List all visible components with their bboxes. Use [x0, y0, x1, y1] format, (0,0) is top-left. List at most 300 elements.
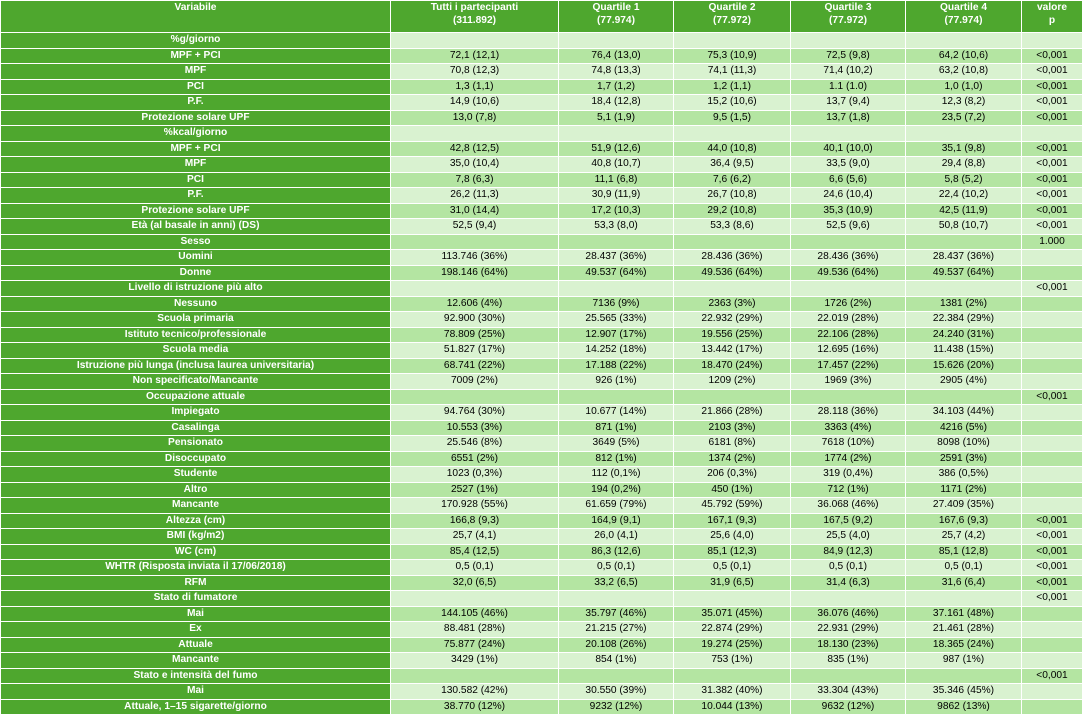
- value-cell: 74,1 (11,3): [674, 64, 791, 80]
- p-value-cell: [1022, 606, 1082, 622]
- value-cell: [391, 591, 559, 607]
- value-cell: [791, 281, 906, 297]
- value-cell: 33,5 (9,0): [791, 157, 906, 173]
- value-cell: [559, 281, 674, 297]
- table-body: [1, 33, 1082, 715]
- value-cell: 78.809 (25%): [391, 327, 559, 343]
- value-cell: 26,2 (11,3): [391, 188, 559, 204]
- value-cell: 52,5 (9,6): [791, 219, 906, 235]
- p-value-cell: <0,001: [1022, 529, 1082, 545]
- value-cell: 40,8 (10,7): [559, 157, 674, 173]
- value-cell: 1023 (0,3%): [391, 467, 559, 483]
- value-cell: 6551 (2%): [391, 451, 559, 467]
- value-cell: [559, 234, 674, 250]
- value-cell: 25,5 (4,0): [791, 529, 906, 545]
- row-label: Mancante: [1, 498, 391, 514]
- p-value-cell: <0,001: [1022, 560, 1082, 576]
- value-cell: 35,0 (10,4): [391, 157, 559, 173]
- table-row: [1, 110, 1082, 126]
- value-cell: 7009 (2%): [391, 374, 559, 390]
- row-label: Istruzione più lunga (inclusa laurea universitaria): [1, 358, 391, 374]
- value-cell: 36.068 (46%): [791, 498, 906, 514]
- value-cell: 10.677 (14%): [559, 405, 674, 421]
- table-row: [1, 327, 1082, 343]
- value-cell: [791, 234, 906, 250]
- value-cell: 1969 (3%): [791, 374, 906, 390]
- table-row: [1, 64, 1082, 80]
- value-cell: 31.382 (40%): [674, 684, 791, 700]
- table-row: [1, 157, 1082, 173]
- value-cell: 753 (1%): [674, 653, 791, 669]
- value-cell: 33.304 (43%): [791, 684, 906, 700]
- value-cell: 88.481 (28%): [391, 622, 559, 638]
- table-row: [1, 591, 1082, 607]
- value-cell: 5,1 (1,9): [559, 110, 674, 126]
- row-label: Attuale, 1–15 sigarette/giorno: [1, 699, 391, 715]
- value-cell: 2363 (3%): [674, 296, 791, 312]
- value-cell: 30.550 (39%): [559, 684, 674, 700]
- value-cell: 28.436 (36%): [791, 250, 906, 266]
- value-cell: 29,2 (10,8): [674, 203, 791, 219]
- p-value-cell: [1022, 126, 1082, 142]
- value-cell: 28.437 (36%): [559, 250, 674, 266]
- value-cell: 871 (1%): [559, 420, 674, 436]
- value-cell: 84,9 (12,3): [791, 544, 906, 560]
- value-cell: 63,2 (10,8): [906, 64, 1022, 80]
- row-label: Scuola primaria: [1, 312, 391, 328]
- value-cell: 9,5 (1,5): [674, 110, 791, 126]
- value-cell: 18.470 (24%): [674, 358, 791, 374]
- value-cell: 26,7 (10,8): [674, 188, 791, 204]
- row-label: Mancante: [1, 653, 391, 669]
- value-cell: 1,0 (1,0): [906, 79, 1022, 95]
- value-cell: 1,2 (1,1): [674, 79, 791, 95]
- value-cell: 64,2 (10,6): [906, 48, 1022, 64]
- value-cell: 49.536 (64%): [674, 265, 791, 281]
- table-row: [1, 126, 1082, 142]
- value-cell: 13.442 (17%): [674, 343, 791, 359]
- value-cell: 167,1 (9,3): [674, 513, 791, 529]
- p-value-cell: <0,001: [1022, 575, 1082, 591]
- p-value-cell: <0,001: [1022, 48, 1082, 64]
- table-row: [1, 668, 1082, 684]
- value-cell: 18,4 (12,8): [559, 95, 674, 111]
- table-row: [1, 544, 1082, 560]
- value-cell: 6,6 (5,6): [791, 172, 906, 188]
- value-cell: [391, 126, 559, 142]
- table-row: [1, 482, 1082, 498]
- p-value-cell: <0,001: [1022, 591, 1082, 607]
- value-cell: [791, 591, 906, 607]
- p-value-cell: [1022, 482, 1082, 498]
- p-value-cell: [1022, 312, 1082, 328]
- value-cell: 166,8 (9,3): [391, 513, 559, 529]
- row-label: Impiegato: [1, 405, 391, 421]
- value-cell: 13,7 (9,4): [791, 95, 906, 111]
- value-cell: 0,5 (0,1): [559, 560, 674, 576]
- value-cell: 85,4 (12,5): [391, 544, 559, 560]
- row-label: Attuale: [1, 637, 391, 653]
- p-value-cell: [1022, 653, 1082, 669]
- table-row: [1, 172, 1082, 188]
- value-cell: [391, 668, 559, 684]
- value-cell: 7,8 (6,3): [391, 172, 559, 188]
- table-row: [1, 529, 1082, 545]
- value-cell: 8098 (10%): [906, 436, 1022, 452]
- value-cell: 144.105 (46%): [391, 606, 559, 622]
- value-cell: 18.130 (23%): [791, 637, 906, 653]
- p-value-cell: [1022, 327, 1082, 343]
- table-row: [1, 203, 1082, 219]
- value-cell: 92.900 (30%): [391, 312, 559, 328]
- row-label: Occupazione attuale: [1, 389, 391, 405]
- table-row: [1, 575, 1082, 591]
- value-cell: 31,9 (6,5): [674, 575, 791, 591]
- value-cell: 22.932 (29%): [674, 312, 791, 328]
- value-cell: 37.161 (48%): [906, 606, 1022, 622]
- table-row: [1, 420, 1082, 436]
- value-cell: 26,0 (4,1): [559, 529, 674, 545]
- row-label: Scuola media: [1, 343, 391, 359]
- row-label: Altezza (cm): [1, 513, 391, 529]
- p-value-cell: <0,001: [1022, 203, 1082, 219]
- value-cell: 35,3 (10,9): [791, 203, 906, 219]
- row-label: Ex: [1, 622, 391, 638]
- value-cell: [674, 33, 791, 49]
- value-cell: 2591 (3%): [906, 451, 1022, 467]
- value-cell: [391, 33, 559, 49]
- table-row: [1, 33, 1082, 49]
- value-cell: 51.827 (17%): [391, 343, 559, 359]
- table-row: [1, 436, 1082, 452]
- value-cell: 712 (1%): [791, 482, 906, 498]
- value-cell: [559, 33, 674, 49]
- p-value-cell: <0,001: [1022, 172, 1082, 188]
- value-cell: 450 (1%): [674, 482, 791, 498]
- value-cell: 11,1 (6,8): [559, 172, 674, 188]
- row-label: Sesso: [1, 234, 391, 250]
- value-cell: 0,5 (0,1): [391, 560, 559, 576]
- row-label: Protezione solare UPF: [1, 203, 391, 219]
- value-cell: 7136 (9%): [559, 296, 674, 312]
- value-cell: 13,0 (7,8): [391, 110, 559, 126]
- row-label: Non specificato/Mancante: [1, 374, 391, 390]
- value-cell: 1774 (2%): [791, 451, 906, 467]
- table-row: [1, 467, 1082, 483]
- value-cell: 45.792 (59%): [674, 498, 791, 514]
- table-row: [1, 312, 1082, 328]
- p-value-cell: [1022, 374, 1082, 390]
- value-cell: 0,5 (0,1): [674, 560, 791, 576]
- table-row: [1, 281, 1082, 297]
- value-cell: 25,6 (4,0): [674, 529, 791, 545]
- value-cell: 71,4 (10,2): [791, 64, 906, 80]
- value-cell: 86,3 (12,6): [559, 544, 674, 560]
- value-cell: 9232 (12%): [559, 699, 674, 715]
- value-cell: 0,5 (0,1): [791, 560, 906, 576]
- table-row: [1, 234, 1082, 250]
- row-label: Protezione solare UPF: [1, 110, 391, 126]
- p-value-cell: [1022, 358, 1082, 374]
- p-value-cell: <0,001: [1022, 668, 1082, 684]
- value-cell: 1726 (2%): [791, 296, 906, 312]
- value-cell: 987 (1%): [906, 653, 1022, 669]
- value-cell: 170.928 (55%): [391, 498, 559, 514]
- value-cell: 76,4 (13,0): [559, 48, 674, 64]
- value-cell: 1.1 (1.0): [791, 79, 906, 95]
- row-label: Nessuno: [1, 296, 391, 312]
- value-cell: 15,2 (10,6): [674, 95, 791, 111]
- p-value-cell: <0,001: [1022, 544, 1082, 560]
- table-row: [1, 343, 1082, 359]
- value-cell: 113.746 (36%): [391, 250, 559, 266]
- value-cell: 194 (0,2%): [559, 482, 674, 498]
- value-cell: 49.537 (64%): [559, 265, 674, 281]
- value-cell: 12.606 (4%): [391, 296, 559, 312]
- row-label: P.F.: [1, 188, 391, 204]
- p-value-cell: [1022, 33, 1082, 49]
- value-cell: [674, 591, 791, 607]
- value-cell: 85,1 (12,3): [674, 544, 791, 560]
- value-cell: 36,4 (9,5): [674, 157, 791, 173]
- value-cell: [791, 389, 906, 405]
- value-cell: 17.457 (22%): [791, 358, 906, 374]
- p-value-cell: [1022, 265, 1082, 281]
- value-cell: 53,3 (8,0): [559, 219, 674, 235]
- value-cell: 68.741 (22%): [391, 358, 559, 374]
- header-quartile-1: Quartile 1 (77.974): [559, 1, 674, 33]
- value-cell: 94.764 (30%): [391, 405, 559, 421]
- value-cell: 35.346 (45%): [906, 684, 1022, 700]
- row-label: RFM: [1, 575, 391, 591]
- row-label: P.F.: [1, 95, 391, 111]
- value-cell: 72,5 (9,8): [791, 48, 906, 64]
- table-row: [1, 389, 1082, 405]
- value-cell: 9632 (12%): [791, 699, 906, 715]
- value-cell: 19.274 (25%): [674, 637, 791, 653]
- p-value-cell: <0,001: [1022, 64, 1082, 80]
- table-row: [1, 653, 1082, 669]
- value-cell: 52,5 (9,4): [391, 219, 559, 235]
- value-cell: 38.770 (12%): [391, 699, 559, 715]
- value-cell: 28.437 (36%): [906, 250, 1022, 266]
- row-label: PCI: [1, 79, 391, 95]
- value-cell: 34.103 (44%): [906, 405, 1022, 421]
- table-row: [1, 296, 1082, 312]
- p-value-cell: [1022, 250, 1082, 266]
- row-label: MPF: [1, 64, 391, 80]
- row-label: PCI: [1, 172, 391, 188]
- value-cell: 167,6 (9,3): [906, 513, 1022, 529]
- table-row: [1, 141, 1082, 157]
- value-cell: 17,2 (10,3): [559, 203, 674, 219]
- table-row: [1, 95, 1082, 111]
- value-cell: 25.565 (33%): [559, 312, 674, 328]
- value-cell: 3363 (4%): [791, 420, 906, 436]
- value-cell: 1,7 (1,2): [559, 79, 674, 95]
- value-cell: 14,9 (10,6): [391, 95, 559, 111]
- row-label: MPF + PCI: [1, 48, 391, 64]
- value-cell: 18.365 (24%): [906, 637, 1022, 653]
- value-cell: 49.536 (64%): [791, 265, 906, 281]
- header-quartile-2: Quartile 2 (77.972): [674, 1, 791, 33]
- value-cell: 70,8 (12,3): [391, 64, 559, 80]
- value-cell: 5,8 (5,2): [906, 172, 1022, 188]
- value-cell: 854 (1%): [559, 653, 674, 669]
- table-row: [1, 560, 1082, 576]
- value-cell: 25,7 (4,2): [906, 529, 1022, 545]
- value-cell: [674, 389, 791, 405]
- value-cell: 53,3 (8,6): [674, 219, 791, 235]
- value-cell: 164,9 (9,1): [559, 513, 674, 529]
- header-valore-p: valore p: [1022, 1, 1082, 33]
- row-label: Studente: [1, 467, 391, 483]
- value-cell: 6181 (8%): [674, 436, 791, 452]
- value-cell: 28.118 (36%): [791, 405, 906, 421]
- value-cell: [391, 281, 559, 297]
- value-cell: 40,1 (10,0): [791, 141, 906, 157]
- value-cell: 21.461 (28%): [906, 622, 1022, 638]
- value-cell: 835 (1%): [791, 653, 906, 669]
- value-cell: 51,9 (12,6): [559, 141, 674, 157]
- table-row: [1, 188, 1082, 204]
- value-cell: 27.409 (35%): [906, 498, 1022, 514]
- value-cell: 42,8 (12,5): [391, 141, 559, 157]
- p-value-cell: <0,001: [1022, 95, 1082, 111]
- value-cell: 44,0 (10,8): [674, 141, 791, 157]
- p-value-cell: 1.000: [1022, 234, 1082, 250]
- table-row: [1, 374, 1082, 390]
- value-cell: [674, 126, 791, 142]
- value-cell: 9862 (13%): [906, 699, 1022, 715]
- table-row: [1, 250, 1082, 266]
- row-label: Altro: [1, 482, 391, 498]
- value-cell: 25.546 (8%): [391, 436, 559, 452]
- row-label: WC (cm): [1, 544, 391, 560]
- value-cell: 20.108 (26%): [559, 637, 674, 653]
- value-cell: 112 (0,1%): [559, 467, 674, 483]
- value-cell: 130.582 (42%): [391, 684, 559, 700]
- row-label: Mai: [1, 684, 391, 700]
- table-row: [1, 451, 1082, 467]
- p-value-cell: <0,001: [1022, 188, 1082, 204]
- value-cell: [391, 234, 559, 250]
- value-cell: 14.252 (18%): [559, 343, 674, 359]
- value-cell: 206 (0,3%): [674, 467, 791, 483]
- value-cell: [559, 591, 674, 607]
- value-cell: [906, 591, 1022, 607]
- row-label: Disoccupato: [1, 451, 391, 467]
- value-cell: 1,3 (1,1): [391, 79, 559, 95]
- value-cell: 29,4 (8,8): [906, 157, 1022, 173]
- row-label: Donne: [1, 265, 391, 281]
- value-cell: 31,6 (6,4): [906, 575, 1022, 591]
- value-cell: 12.907 (17%): [559, 327, 674, 343]
- value-cell: [559, 668, 674, 684]
- p-value-cell: <0,001: [1022, 79, 1082, 95]
- row-label: Pensionato: [1, 436, 391, 452]
- p-value-cell: [1022, 343, 1082, 359]
- header-tutti: Tutti i partecipanti (311.892): [391, 1, 559, 33]
- p-value-cell: [1022, 405, 1082, 421]
- table-row: [1, 48, 1082, 64]
- value-cell: 49.537 (64%): [906, 265, 1022, 281]
- value-cell: 35.797 (46%): [559, 606, 674, 622]
- value-cell: 22.874 (29%): [674, 622, 791, 638]
- row-label: Istituto tecnico/professionale: [1, 327, 391, 343]
- value-cell: 7618 (10%): [791, 436, 906, 452]
- value-cell: 75.877 (24%): [391, 637, 559, 653]
- value-cell: 61.659 (79%): [559, 498, 674, 514]
- row-label: %g/giorno: [1, 33, 391, 49]
- value-cell: [674, 281, 791, 297]
- value-cell: 10.044 (13%): [674, 699, 791, 715]
- p-value-cell: <0,001: [1022, 389, 1082, 405]
- value-cell: 50,8 (10,7): [906, 219, 1022, 235]
- value-cell: [559, 389, 674, 405]
- value-cell: 15.626 (20%): [906, 358, 1022, 374]
- value-cell: 21.866 (28%): [674, 405, 791, 421]
- table-row: [1, 405, 1082, 421]
- value-cell: 1209 (2%): [674, 374, 791, 390]
- value-cell: 319 (0,4%): [791, 467, 906, 483]
- p-value-cell: [1022, 436, 1082, 452]
- value-cell: 30,9 (11,9): [559, 188, 674, 204]
- value-cell: 23,5 (7,2): [906, 110, 1022, 126]
- table-row: [1, 219, 1082, 235]
- value-cell: 198.146 (64%): [391, 265, 559, 281]
- row-label: WHTR (Risposta inviata il 17/06/2018): [1, 560, 391, 576]
- value-cell: 19.556 (25%): [674, 327, 791, 343]
- value-cell: 28.436 (36%): [674, 250, 791, 266]
- value-cell: 11.438 (15%): [906, 343, 1022, 359]
- value-cell: 167,5 (9,2): [791, 513, 906, 529]
- header-quartile-3: Quartile 3 (77.972): [791, 1, 906, 33]
- value-cell: 2103 (3%): [674, 420, 791, 436]
- value-cell: [391, 389, 559, 405]
- value-cell: 21.215 (27%): [559, 622, 674, 638]
- value-cell: [906, 234, 1022, 250]
- p-value-cell: [1022, 467, 1082, 483]
- row-label: MPF: [1, 157, 391, 173]
- value-cell: [674, 234, 791, 250]
- p-value-cell: [1022, 637, 1082, 653]
- value-cell: 12,3 (8,2): [906, 95, 1022, 111]
- value-cell: [906, 389, 1022, 405]
- table-row: [1, 79, 1082, 95]
- value-cell: 10.553 (3%): [391, 420, 559, 436]
- value-cell: 22.384 (29%): [906, 312, 1022, 328]
- value-cell: 22.106 (28%): [791, 327, 906, 343]
- p-value-cell: [1022, 622, 1082, 638]
- header-row: [1, 1, 1082, 33]
- value-cell: 22.931 (29%): [791, 622, 906, 638]
- row-label: BMI (kg/m2): [1, 529, 391, 545]
- row-label: Stato di fumatore: [1, 591, 391, 607]
- value-cell: 42,5 (11,9): [906, 203, 1022, 219]
- value-cell: 22,4 (10,2): [906, 188, 1022, 204]
- value-cell: 22.019 (28%): [791, 312, 906, 328]
- table-row: [1, 513, 1082, 529]
- value-cell: 386 (0,5%): [906, 467, 1022, 483]
- row-label: Uomini: [1, 250, 391, 266]
- row-label: Stato e intensità del fumo: [1, 668, 391, 684]
- value-cell: 24,6 (10,4): [791, 188, 906, 204]
- table-row: [1, 637, 1082, 653]
- p-value-cell: <0,001: [1022, 157, 1082, 173]
- value-cell: [906, 33, 1022, 49]
- row-label: Casalinga: [1, 420, 391, 436]
